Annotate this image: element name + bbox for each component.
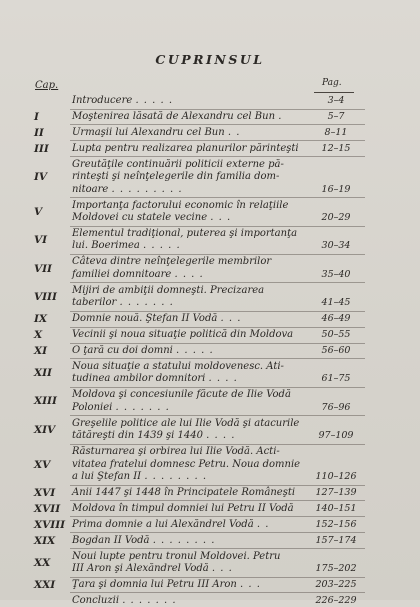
chapter-title <box>72 329 310 342</box>
leader-dots: . . . <box>240 578 261 590</box>
page-range: 76–96 <box>321 401 351 413</box>
toc-entry <box>0 595 420 607</box>
chapter-number: VII <box>34 262 52 275</box>
chapter-title <box>72 487 310 500</box>
leader-dots: . . . . . . . <box>119 297 174 309</box>
chapter-title-line: familiei domnitoare . . . . <box>72 268 204 280</box>
toc-entry <box>0 579 420 592</box>
chapter-title <box>72 361 310 386</box>
chapter-title-line: taberilor . . . . . . . <box>72 297 174 309</box>
chapter-title-line: III Aron şi Alexăndrel Vodă . . . <box>72 563 233 574</box>
entry-divider <box>70 124 365 125</box>
chapter-title-line: Moldova şi concesiunile făcute de Ilie Vodă <box>72 389 291 401</box>
chapter-title-line: Concluzii . . . . . . . <box>72 594 177 606</box>
leader-dots: . . . . <box>174 268 204 280</box>
entry-divider <box>70 548 365 549</box>
chapter-title <box>72 313 310 326</box>
entry-divider <box>70 140 365 141</box>
leader-dots: . . . . . . . . <box>144 471 207 482</box>
leader-dots: . . . . . . . . . <box>111 183 183 195</box>
entry-divider <box>70 156 365 157</box>
chapter-number: XII <box>34 367 52 380</box>
chapter-number: IX <box>34 313 48 326</box>
leader-dots: . . . . . . . <box>122 594 177 606</box>
chapter-title <box>72 389 310 414</box>
chapter-title <box>72 127 310 140</box>
toc-entry <box>0 503 420 516</box>
toc-entry <box>0 329 420 342</box>
toc-entry <box>0 228 420 253</box>
entry-divider <box>70 197 365 198</box>
toc-entry <box>0 418 420 443</box>
chapter-title <box>72 345 310 358</box>
chapter-title-line: Noua situaţie a statului moldovenesc. Ati- <box>72 360 284 372</box>
page-range: 5–7 <box>327 110 345 122</box>
entry-divider <box>70 516 365 517</box>
chapter-title <box>72 446 310 484</box>
chapter-title-line: Domnie nouă. Ştefan II Vodă . . . <box>72 313 242 325</box>
entry-divider <box>70 109 365 110</box>
chapter-title <box>72 256 310 281</box>
chapter-title-line: Poloniei . . . . . . . <box>72 401 170 413</box>
leader-dots: . . . . <box>208 373 238 385</box>
page-range: 140–151 <box>315 502 357 514</box>
entry-divider <box>70 415 365 416</box>
chapter-number: XIX <box>34 534 56 547</box>
toc-entry <box>0 551 420 576</box>
entry-divider <box>70 592 365 593</box>
chapter-number: IV <box>34 171 48 184</box>
page-range: 8–11 <box>324 126 348 138</box>
chapter-title <box>72 535 310 548</box>
entry-divider <box>70 532 365 533</box>
chapter-title-line: Moldova în timpul domniei lui Petru II Vodă <box>72 502 294 514</box>
chapter-title-line: Câteva dintre neînţelegerile membrilor <box>72 256 272 268</box>
page-range: 203–225 <box>315 578 357 590</box>
entry-divider <box>70 444 365 445</box>
chapter-number: XX <box>34 556 51 569</box>
leader-dots: . . . . . <box>143 240 181 252</box>
chapter-number: XXI <box>34 578 56 591</box>
page-title: CUPRINSUL <box>155 52 265 67</box>
chapter-title-line: Moldovei cu statele vecine . . . <box>72 212 232 223</box>
chapter-title-line: Elementul tradiţional, puterea şi importanţa <box>72 227 298 239</box>
toc-entry <box>0 389 420 414</box>
page-range: 152–156 <box>315 518 357 530</box>
toc-entry <box>0 345 420 358</box>
chapter-title <box>72 95 310 108</box>
chapter-title-line: Greşelile politice ale lui Ilie Vodă şi atacurile <box>72 417 300 429</box>
entry-divider <box>70 358 365 359</box>
toc-entry <box>0 313 420 326</box>
chapter-title-line: a lui Ştefan II . . . . . . . . <box>72 471 207 482</box>
chapter-number: V <box>34 205 43 218</box>
toc-entry <box>0 535 420 548</box>
page-range: 110–126 <box>315 471 357 482</box>
page-range: 97–109 <box>318 430 354 442</box>
chapter-title <box>72 285 310 310</box>
chapter-title <box>72 228 310 253</box>
leader-dots: . . . <box>211 563 233 574</box>
toc-entry <box>0 143 420 156</box>
toc-entry <box>0 95 420 108</box>
chapter-title-line: Introducere . . . . . <box>72 95 174 106</box>
chapter-title <box>72 200 310 225</box>
toc-entry <box>0 285 420 310</box>
chapter-title-line: Ţara şi domnia lui Petru III Aron . . . <box>72 578 261 590</box>
chapter-title <box>72 143 310 156</box>
chapter-number: VI <box>34 234 48 247</box>
toc-entry <box>0 200 420 225</box>
chapter-title-line: O ţară cu doi domni . . . . . <box>72 344 214 356</box>
chapter-number: XVII <box>34 502 61 515</box>
chapter-title-line: Bogdan II Vodă . . . . . . . . <box>72 534 216 546</box>
chapter-title-line: Anii 1447 şi 1448 în Principatele Româneşti <box>72 486 296 498</box>
chapter-number: VIII <box>34 290 57 303</box>
entry-divider <box>70 254 365 255</box>
leader-dots: . . . . . . . <box>115 401 170 413</box>
header-rule <box>314 92 354 93</box>
leader-dots: . . <box>227 126 241 138</box>
toc-entry <box>0 361 420 386</box>
chapter-title <box>72 418 310 443</box>
chapter-number: XI <box>34 344 48 357</box>
toc-entry <box>0 446 420 484</box>
toc-entry <box>0 159 420 197</box>
page-range: 35–40 <box>321 268 351 280</box>
entry-divider <box>70 387 365 388</box>
chapter-number: III <box>34 142 49 155</box>
leader-dots: . . <box>256 518 270 530</box>
entry-divider <box>70 282 365 283</box>
entry-divider <box>70 343 365 344</box>
chapter-number: XIII <box>34 395 57 408</box>
entry-divider <box>70 311 365 312</box>
chapter-title <box>72 579 310 592</box>
chapter-title-line: nitoare . . . . . . . . . <box>72 183 183 195</box>
page-range: 226–229 <box>315 594 357 606</box>
page-range: 50–55 <box>321 329 351 340</box>
toc-entry <box>0 111 420 124</box>
leader-dots: . . . . . . . . <box>152 534 216 546</box>
chapter-title-line: Noui lupte pentru tronul Moldovei. Petru <box>72 550 281 562</box>
leader-dots: . . . . . <box>176 344 214 356</box>
chapter-number: II <box>34 126 44 139</box>
chapter-title-line: Mijiri de ambiţii domneşti. Precizarea <box>72 284 265 296</box>
leader-dots: . . . <box>210 212 232 223</box>
page-range: 175–202 <box>315 563 357 574</box>
page-range: 46–49 <box>321 313 351 325</box>
page-range: 20–29 <box>321 212 351 223</box>
page-column-header: Pag. <box>322 78 342 88</box>
chapter-title-line: Urmaşii lui Alexandru cel Bun . . <box>72 126 241 138</box>
chapter-title <box>72 519 310 532</box>
entry-divider <box>70 327 365 328</box>
chapter-title-line: Lupta pentru realizarea planurilor părinteşti <box>72 142 299 154</box>
chapter-number: I <box>34 110 39 123</box>
page-range: 16–19 <box>321 183 351 195</box>
leader-dots: . . . . <box>206 430 236 442</box>
chapter-title <box>72 551 310 576</box>
chapter-title-line: Moştenirea lăsată de Alexandru cel Bun . <box>72 110 283 122</box>
entry-divider <box>70 226 365 227</box>
chapter-number: XV <box>34 458 51 471</box>
chapter-title-line: Greutăţile continuării politicii externe pă- <box>72 158 284 170</box>
toc-entry <box>0 487 420 500</box>
entry-divider <box>70 500 365 501</box>
chapter-title-line: tudinea ambilor domnitori . . . . <box>72 373 238 385</box>
chapter-column-header: Cap. <box>35 80 59 91</box>
chapter-title-line: Importanţa factorului economic în relaţiile <box>72 199 289 211</box>
chapter-number: X <box>34 329 43 341</box>
entry-divider <box>70 485 365 486</box>
toc-entry <box>0 256 420 281</box>
page-range: 30–34 <box>321 240 351 252</box>
chapter-title <box>72 595 310 607</box>
toc-entry <box>0 519 420 532</box>
chapter-title-line: vitatea fratelui domnesc Petru. Noua domnie <box>72 458 301 470</box>
page-range: 41–45 <box>321 297 351 309</box>
chapter-title <box>72 159 310 197</box>
page-range: 3–4 <box>327 95 345 106</box>
entry-divider <box>70 577 365 578</box>
page-range: 12–15 <box>321 142 351 154</box>
chapter-title-line: Răsturnarea şi orbirea lui Ilie Vodă. Acti- <box>72 446 280 457</box>
leader-dots: . . . <box>220 313 242 325</box>
chapter-title-line: tătăreşti din 1439 şi 1440 . . . . <box>72 430 236 442</box>
chapter-number: XVIII <box>34 518 66 531</box>
leader-dots: . <box>278 110 283 122</box>
chapter-number: XIV <box>34 423 56 436</box>
chapter-title-line: Vecinii şi noua situaţie politică din Moldova <box>72 329 294 340</box>
chapter-title-line: lui. Boerimea . . . . . <box>72 240 181 252</box>
chapter-number: XVI <box>34 486 56 499</box>
chapter-title <box>72 111 310 124</box>
page-range: 61–75 <box>321 373 351 385</box>
chapter-title-line: rinteşti şi neînţelegerile din familia dom- <box>72 171 280 183</box>
chapter-title-line: Prima domnie a lui Alexăndrel Vodă . . <box>72 518 270 530</box>
page-range: 127–139 <box>315 486 357 498</box>
page-range: 56–60 <box>321 344 351 356</box>
chapter-title <box>72 503 310 516</box>
leader-dots: . . . . . <box>135 95 174 106</box>
toc-entry <box>0 127 420 140</box>
page-range: 157–174 <box>315 534 357 546</box>
